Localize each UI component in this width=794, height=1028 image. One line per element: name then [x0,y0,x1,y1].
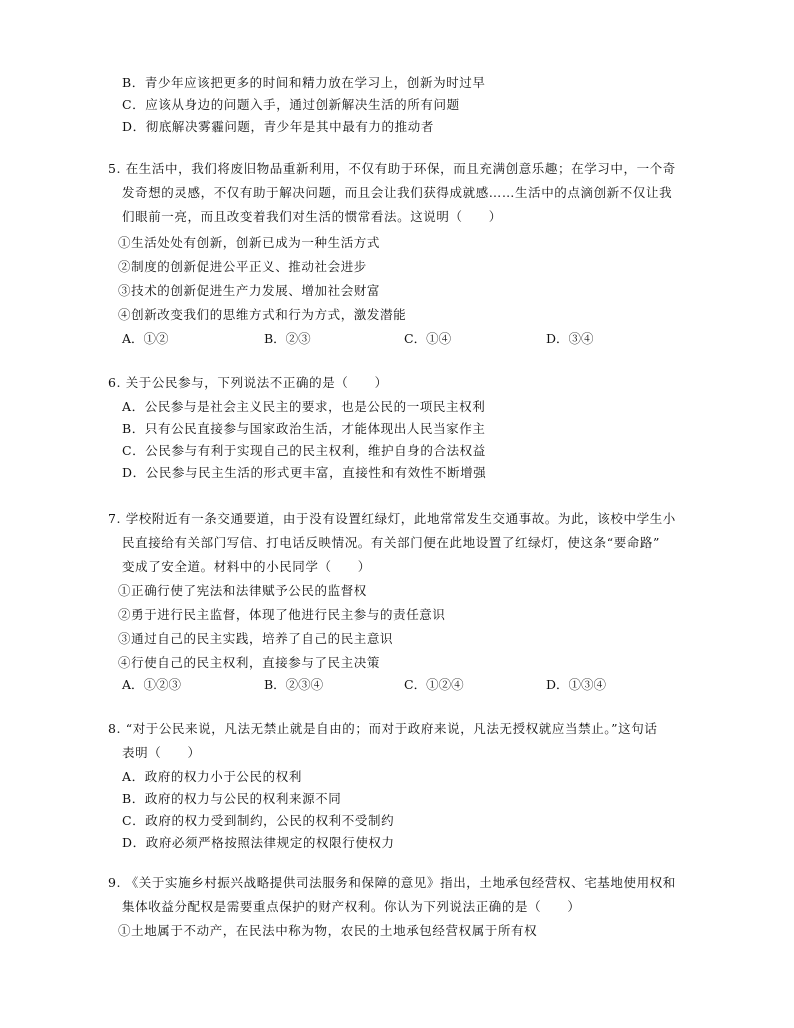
q7-choice-c: C．①②④ [404,677,464,692]
q9-stem-line-2: 集体收益分配权是需要重点保护的财产权利。你认为下列说法正确的是（ ） [122,899,581,914]
q6-stem: 6. 关于公民参与，下列说法不正确的是（ ） [108,375,388,390]
prev-option-b: B．青少年应该把更多的时间和精力放在学习上，创新为时过早 [122,75,486,90]
q5-statement-1: ①生活处处有创新，创新已成为一种生活方式 [118,235,381,250]
q7-choice-b: B．②③④ [264,677,324,692]
q6-option-a: A．公民参与是社会主义民主的要求，也是公民的一项民主权利 [122,399,486,414]
q5-stem-line-2: 发奇想的灵感，不仅有助于解决问题，而且会让我们获得成就感……生活中的点滴创新不仅让我 [122,185,673,200]
q5-choice-d: D．③④ [546,331,594,346]
q5-statement-3: ③技术的创新促进生产力发展、增加社会财富 [118,283,381,298]
prev-option-c: C．应该从身边的问题入手，通过创新解决生活的所有问题 [122,97,460,112]
q6-option-b: B．只有公民直接参与国家政治生活，才能体现出人民当家作主 [122,421,486,436]
q5-choice-c: C．①④ [404,331,452,346]
q7-statement-2: ②勇于进行民主监督，体现了他进行民主参与的责任意识 [118,607,446,622]
q5-choice-a: A．①② [122,331,169,346]
q7-statement-1: ①正确行使了宪法和法律赋予公民的监督权 [118,583,367,598]
q7-choice-a: A．①②③ [122,677,182,692]
q5-statement-2: ②制度的创新促进公平正义、推动社会进步 [118,259,367,274]
q8-option-d: D．政府必须严格按照法律规定的权限行使权力 [122,835,395,850]
q8-option-a: A．政府的权力小于公民的权利 [122,769,302,784]
q8-stem-line-2: 表明（ ） [122,745,201,760]
q7-stem-line-1: 7. 学校附近有一条交通要道，由于没有设置红绿灯，此地常常发生交通事故。为此，该校中学生小 [108,511,676,526]
q8-stem-line-1: 8. “对于公民来说，凡法无禁止就是自由的；而对于政府来说，凡法无授权就应当禁止。”这句话 [108,721,658,736]
q7-stem-line-3: 变成了安全道。材料中的小民同学（ ） [122,559,371,574]
q9-statement-1: ①土地属于不动产，在民法中称为物，农民的土地承包经营权属于所有权 [118,923,538,938]
q7-choice-d: D．①③④ [546,677,607,692]
q8-option-c: C．政府的权力受到制约，公民的权利不受制约 [122,813,395,828]
q7-statement-4: ④行使自己的民主权利，直接参与了民主决策 [118,655,381,670]
prev-option-d: D．彻底解决雾霾问题，青少年是其中最有力的推动者 [122,119,434,134]
q5-stem-line-1: 5. 在生活中，我们将废旧物品重新利用，不仅有助于环保，而且充满创意乐趣；在学习中，一个奇 [108,161,676,176]
q6-option-c: C．公民参与有利于实现自己的民主权利，维护自身的合法权益 [122,443,486,458]
q5-statement-4: ④创新改变我们的思维方式和行为方式，激发潜能 [118,307,407,322]
q5-stem-line-3: 们眼前一亮，而且改变着我们对生活的惯常看法。这说明（ ） [122,209,502,224]
q9-stem-line-1: 9. 《关于实施乡村振兴战略提供司法服务和保障的意见》指出，土地承包经营权、宅基地使用权和 [108,875,676,890]
q5-choice-b: B．②③ [264,331,311,346]
q8-option-b: B．政府的权力与公民的权利来源不同 [122,791,342,806]
q7-stem-line-2: 民直接给有关部门写信、打电话反映情况。有关部门便在此地设置了红绿灯，使这条“要命路” [122,535,660,550]
q6-option-d: D．公民参与民主生活的形式更丰富，直接性和有效性不断增强 [122,465,487,480]
q7-statement-3: ③通过自己的民主实践，培养了自己的民主意识 [118,631,394,646]
